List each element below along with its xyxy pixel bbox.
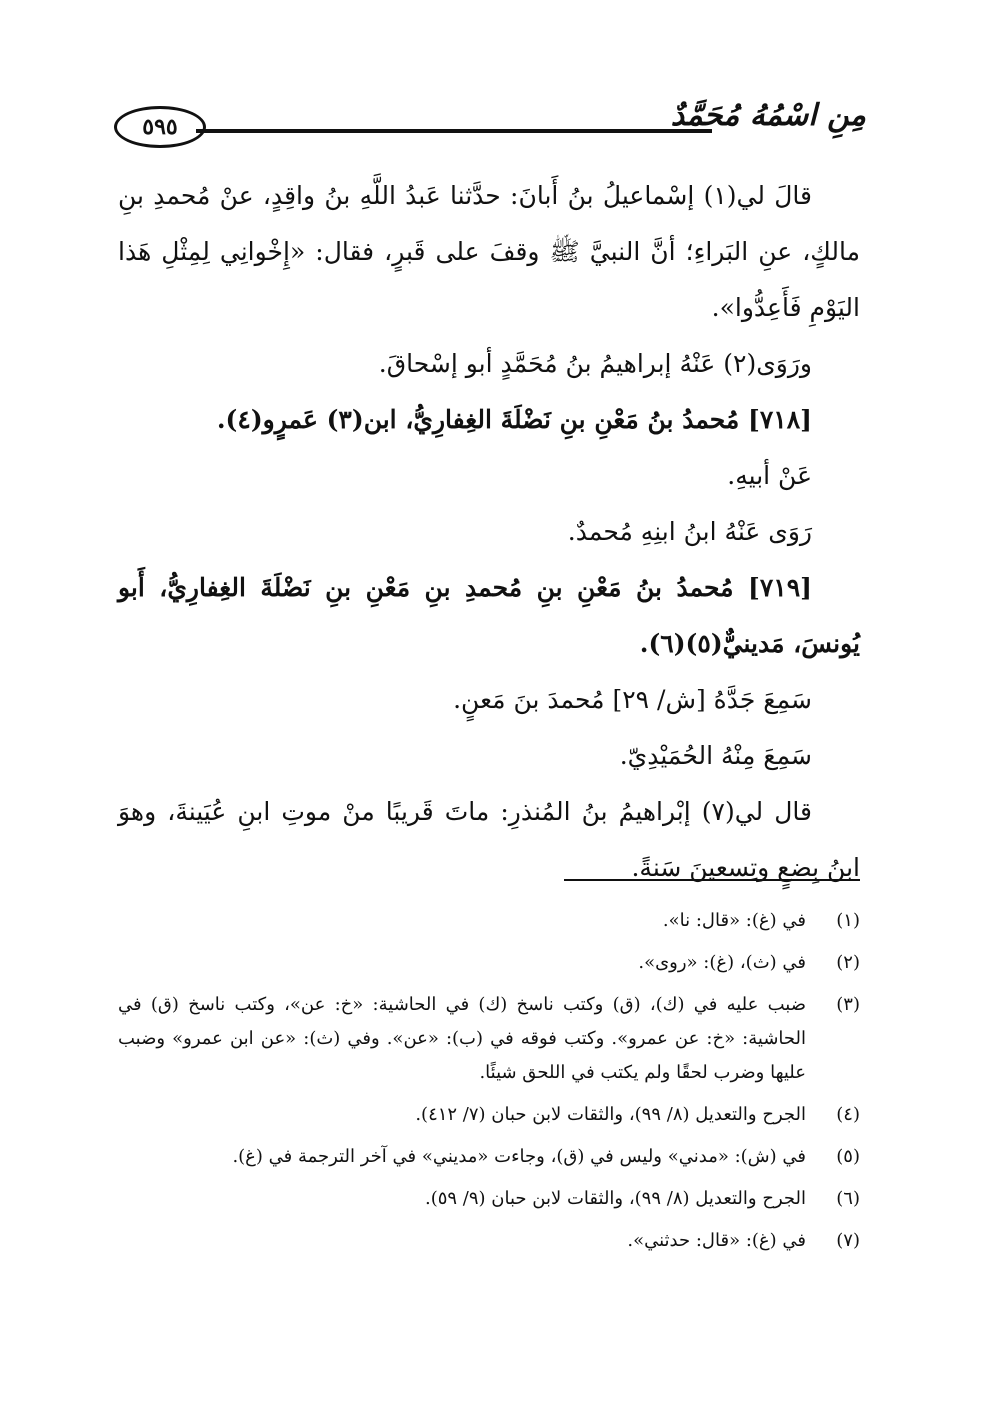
footnote-number: (٧) — [836, 1230, 860, 1251]
footnote-number: (٢) — [836, 952, 860, 973]
paragraph-2: ورَوَى(٢) عَنْهُ إبراهيمُ بنُ مُحَمَّدٍ أبو إسْحاقَ. — [378, 349, 812, 378]
footnote — [118, 1140, 860, 1174]
paragraph-8: سَمِعَ مِنْهُ الحُمَيْدِيّ. — [619, 741, 812, 770]
footnote — [118, 1224, 860, 1258]
footnote-text: الجرح والتعديل (٨/ ٩٩)، والثقات لابن حبان (٩/ ٥٩). — [424, 1188, 806, 1209]
footnote-text: في (غ): «قال: حدثني». — [627, 1230, 806, 1251]
footnote — [118, 946, 860, 980]
footnote — [118, 988, 860, 1090]
entry-719-heading: [٧١٩] مُحمدُ بنُ مَعْنِ بنِ مُحمدِ بنِ مَعْنِ بنِ نَضْلَةَ الغِفارِيُّ، أَبو يُونسَ، مَدينيٌّ(٥)(٦). — [118, 573, 860, 658]
footnote-number: (٦) — [836, 1188, 860, 1209]
footnote-separator — [564, 879, 860, 881]
paragraph-9: قال لي(٧) إبْراهيمُ بنُ المُنذرِ: ماتَ قَريبًا منْ موتِ ابنِ عُيَينةَ، وهوَ ابنُ بِضعٍ وتِسعينَ سَنةً. — [118, 797, 860, 882]
paragraph-1: قالَ لي(١) إسْماعيلُ بنُ أَبانَ: حدَّثنا عَبدُ اللَّهِ بنُ واقِدٍ، عنْ مُحمدِ بنِ مالكٍ، عنِ البَراءِ؛ أنَّ النبيَّ ﷺ وقفَ على قَبرٍ، فقال: «إِخْوانِي لِمِثْلِ هَذا اليَوْمِ فَأَعِدُّوا». — [118, 181, 860, 322]
footnote-number: (٣) — [836, 994, 860, 1015]
main-text — [118, 168, 860, 896]
footnote-text: في (ث)، (غ): «روى». — [638, 952, 806, 973]
footnote-text: في (غ): «قال: نا». — [662, 910, 806, 931]
paragraph-7: سَمِعَ جَدَّهُ [ش/ ٢٩] مُحمدَ بنَ مَعنٍ. — [453, 685, 812, 714]
footnote — [118, 1098, 860, 1132]
footnote-text: في (ش): «مدني» وليس في (ق)، وجاءت «مديني» في آخر الترجمة في (غ). — [232, 1146, 806, 1167]
footnote-number: (٥) — [836, 1146, 860, 1167]
footnote — [118, 1182, 860, 1216]
footnote-number: (٤) — [836, 1104, 860, 1125]
header-rule — [196, 129, 712, 133]
footnotes — [118, 904, 860, 1266]
page-number: ٥٩٥ — [114, 106, 206, 148]
paragraph-5: رَوَى عَنْهُ ابنُ ابنِهِ مُحمدٌ. — [567, 517, 812, 546]
running-header-title: مِنِ اسْمُهُ مُحَمَّدٌ — [670, 98, 866, 133]
footnote-number: (١) — [836, 910, 860, 931]
footnote-text: ضبب عليه في (ك)، (ق) وكتب ناسخ (ك) في الحاشية: «خ: عن»، وكتب ناسخ (ق) في الحاشية: «خ: عن عمرو». وكتب فوقه في (ب): «عن». وفي (ث): «عن ابن عمرو» وضبب عليها وضرب لحقًا ولم يكتب في اللحق شيئًا. — [118, 994, 806, 1083]
footnote-text: الجرح والتعديل (٨/ ٩٩)، والثقات لابن حبان (٧/ ٤١٢). — [415, 1104, 806, 1125]
paragraph-4: عَنْ أبيهِ. — [727, 461, 812, 490]
entry-718-heading: [٧١٨] مُحمدُ بنُ مَعْنِ بنِ نَضْلَةَ الغِفارِيُّ، ابن(٣) عَمرٍو(٤). — [216, 405, 812, 434]
footnote — [118, 904, 860, 938]
